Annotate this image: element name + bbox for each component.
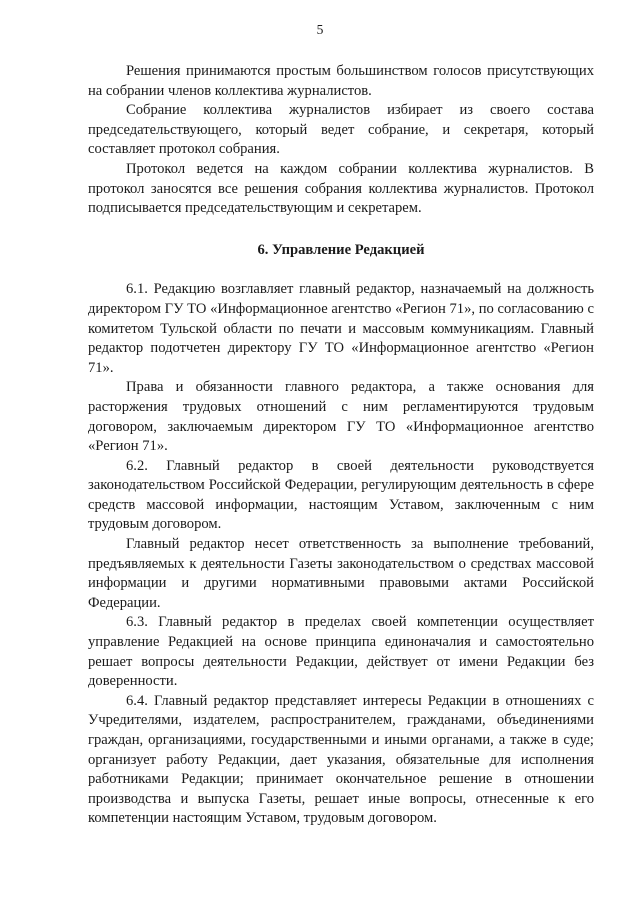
paragraph-decisions: Решения принимаются простым большинством голосов присутствующих на собрании членов коллектива журналистов. (88, 63, 594, 99)
paragraph-chairman: Собрание коллектива журналистов избирает из своего состава председательствующего, который ведет собрание, и секретаря, который составляет протокол собрания. (88, 102, 594, 158)
page-number: 5 (316, 22, 324, 37)
section-heading: 6. Управление Редакцией (257, 241, 425, 258)
paragraph-editor-responsibility: Главный редактор несет ответственность за выполнение требований, предъявляемых к деятельности Газеты законодательством о средствах массовой информации и другими нормативными правовыми актами Российской Федерации. (88, 536, 594, 611)
document-body (88, 62, 594, 829)
paragraph-6-3: 6.3. Главный редактор в пределах своей компетенции осуществляет управление Редакцией на основе принципа единоначалия и самостоятельно решает вопросы деятельности Редакции, действует от имени Редакции без доверенности. (88, 614, 594, 690)
paragraph-6-1: 6.1. Редакцию возглавляет главный редактор, назначаемый на должность директором ГУ ТО «Информационное агентство «Регион 71», по согласованию с комитетом Тульской области по печати и массовым коммуникациям. Главный редактор подотчетен директору ГУ ТО «Информационное агентство «Регион 71». (88, 281, 594, 376)
paragraph-6-4: 6.4. Главный редактор представляет интересы Редакции в отношениях с Учредителями, издателем, распространителем, гражданами, объединениями граждан, организациями, государственными и иными органами, а также в суде; организует работу Редакции, дает указания, обязательные для исполнения работниками Редакции; принимает окончательное решение в отношении производства и выпуска Газеты, решает иные вопросы, отнесенные к его компетенции настоящим Уставом, трудовым договором. (88, 692, 594, 827)
paragraph-6-2: 6.2. Главный редактор в своей деятельности руководствуется законодательством Российской Федерации, регулирующим деятельность в сфере средств массовой информации, настоящим Уставом, заключенным с ним трудовым договором. (88, 457, 594, 533)
paragraph-editor-rights: Права и обязанности главного редактора, а также основания для расторжения трудовых отношений с ним регламентируются трудовым договором, заключаемым директором ГУ ТО «Информационное агентство «Регион 71». (88, 379, 594, 455)
paragraph-protocol: Протокол ведется на каждом собрании коллектива журналистов. В протокол заносятся все решения собрания коллектива журналистов. Протокол подписывается председательствующим и секретарем. (88, 160, 594, 217)
